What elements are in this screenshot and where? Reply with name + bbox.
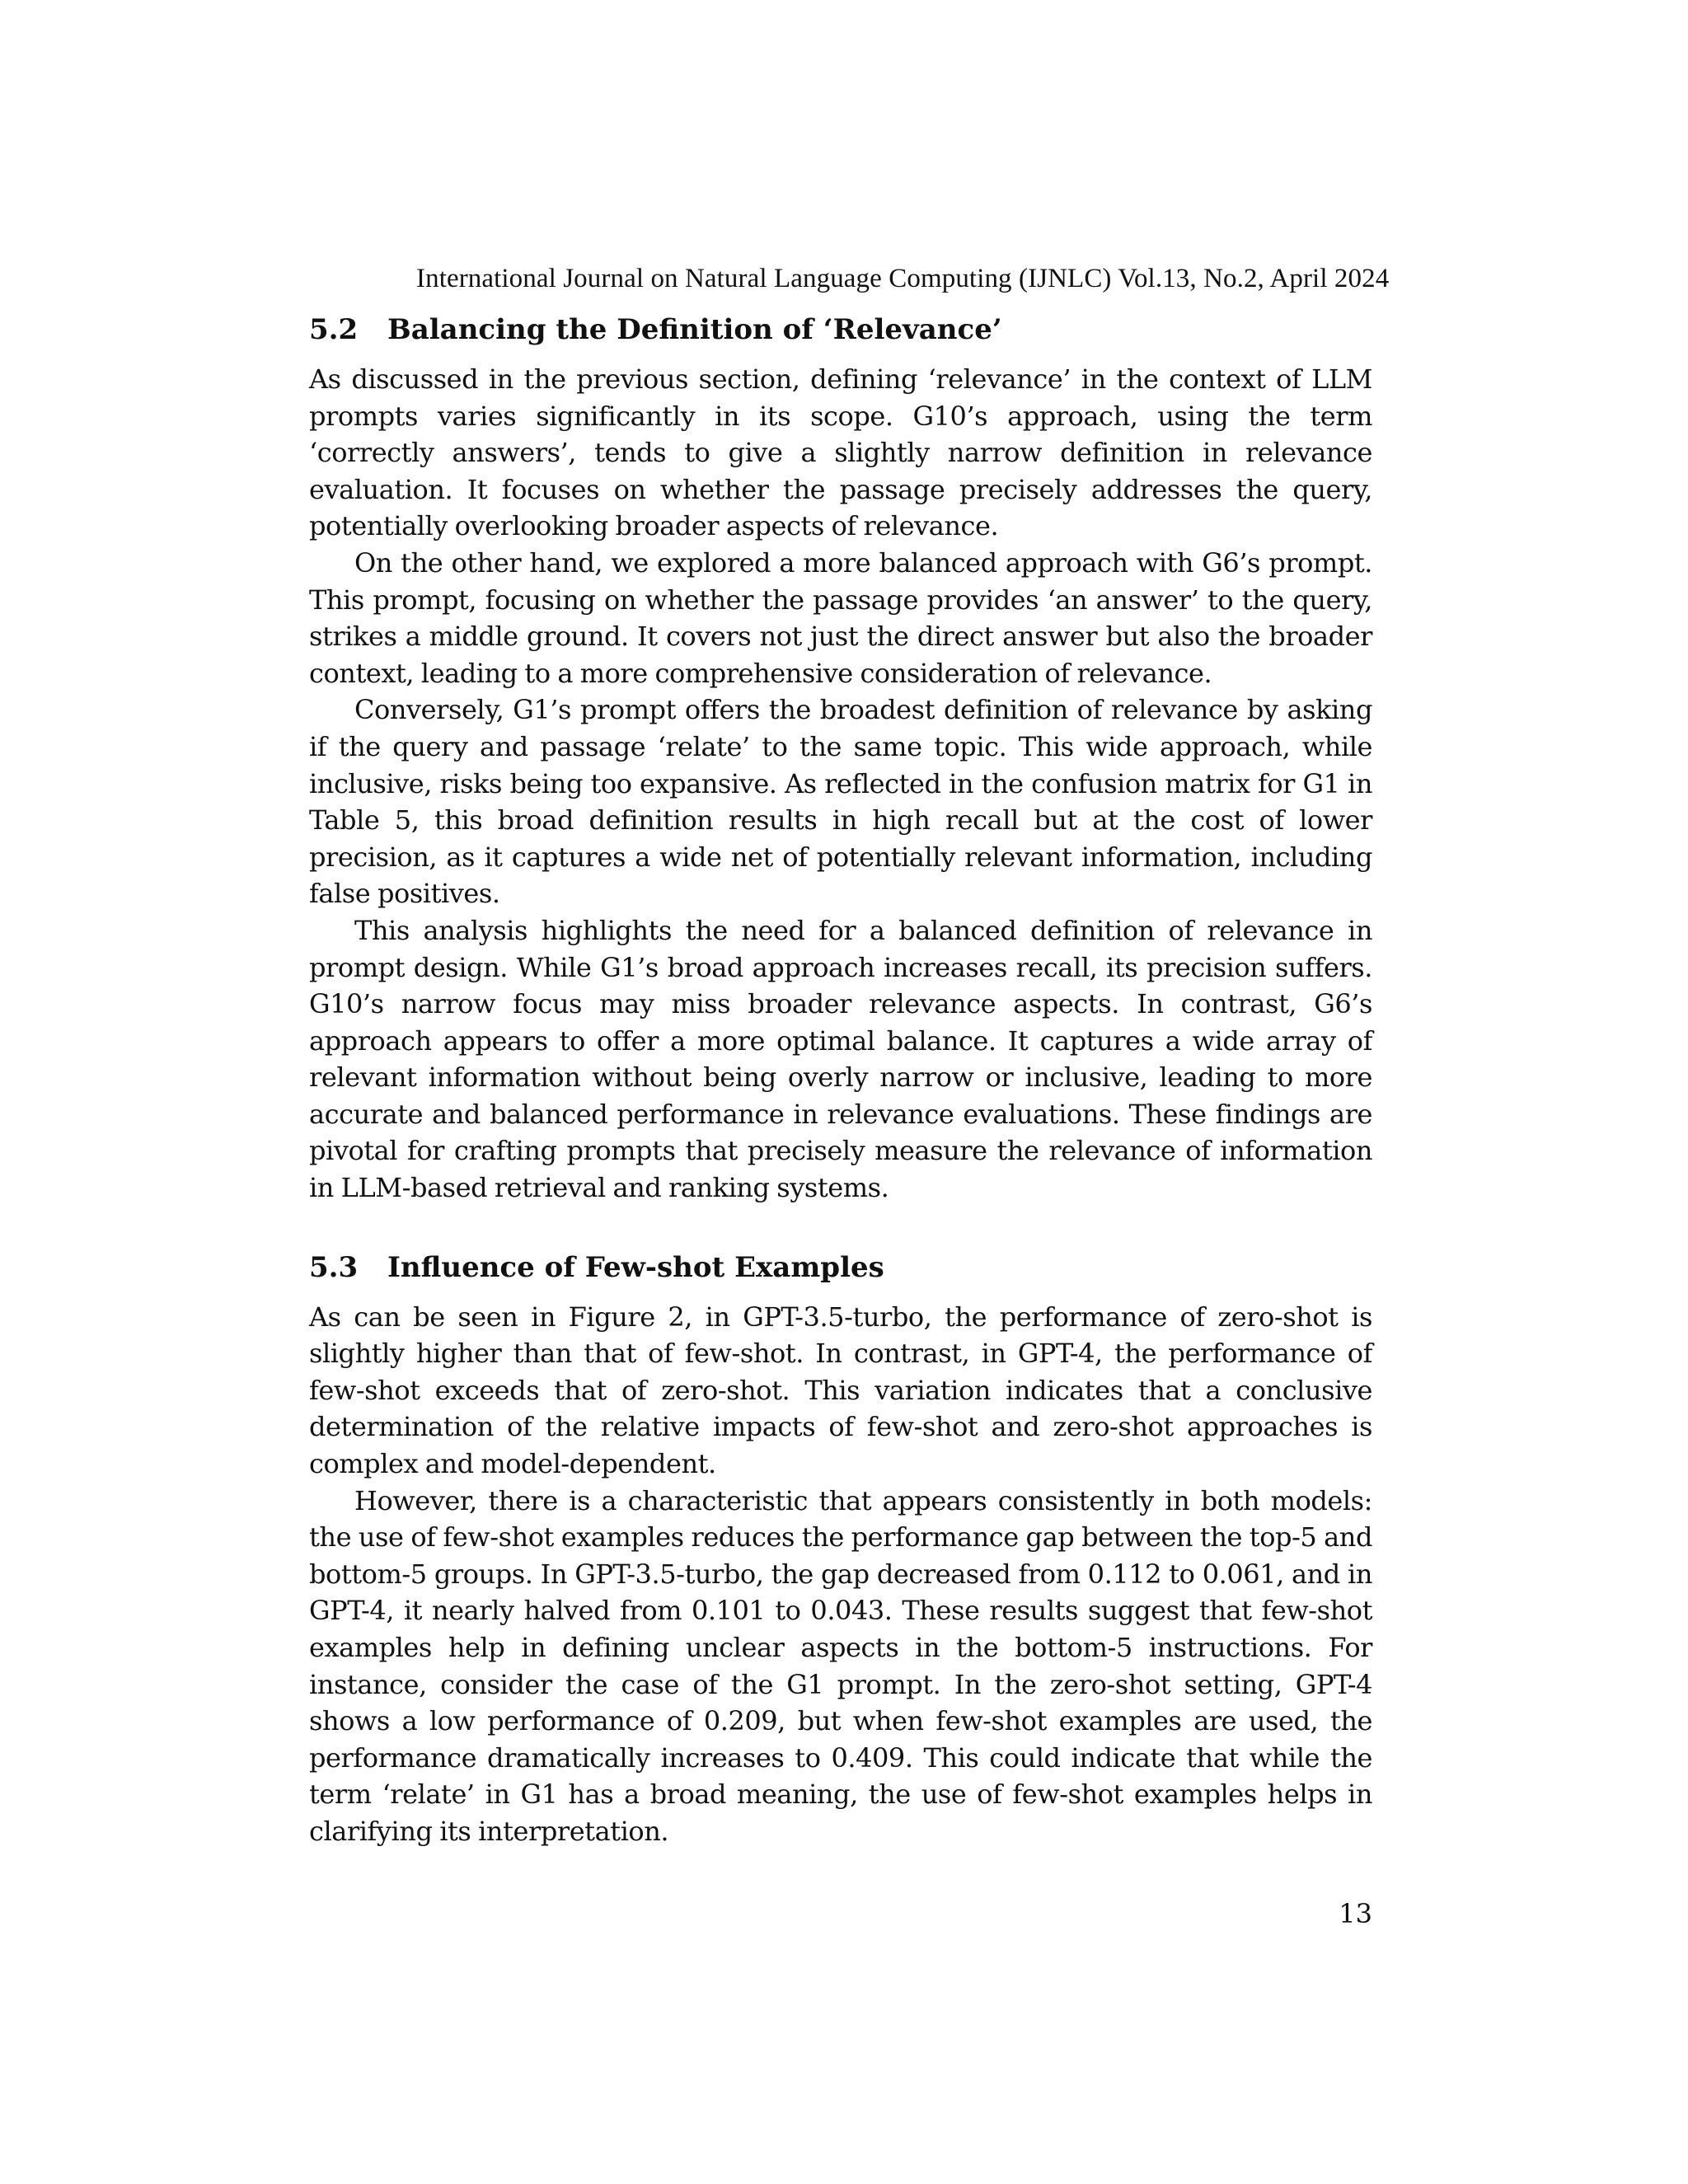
running-header: International Journal on Natural Language Computing (IJNLC) Vol.13, No.2, April 2024 [416,264,1390,293]
section-heading [309,1249,1372,1286]
section-5-2 [309,312,1372,1207]
section-5-3 [309,1249,1372,1850]
section-heading [309,312,1372,348]
paragraph: Conversely, G1’s prompt offers the broadest definition of relevance by asking if the query and passage ‘relate’ to the same topic. This wide approach, while inclusive, risks being too expansive. As reflected in the confusion matrix for G1 in Table 5, this broad definition results in high recall but at the cost of lower precision, as it captures a wide net of potentially relevant information, including false positives. [309,694,1372,910]
paragraph: On the other hand, we explored a more balanced approach with G6’s prompt. This prompt, focusing on whether the passage provides ‘an answer’ to the query, strikes a middle ground. It covers not just the direct answer but also the broader context, leading to a more comprehensive consideration of relevance. [309,546,1372,689]
paragraph: However, there is a characteristic that appears consistently in both models: the use of few-shot examples reduces the performance gap between the top-5 and bottom-5 groups. In GPT-3.5-turbo, the gap decreased from 0.112 to 0.061, and in GPT-4, it nearly halved from 0.101 to 0.043. These results suggest that few-shot examples help in defining unclear aspects in the bottom-5 instructions. For instance, consider the case of the G1 prompt. In the zero-shot setting, GPT-4 shows a low performance of 0.209, but when few-shot examples are used, the performance dramatically increases to 0.409. This could indicate that while the term ‘relate’ in G1 has a broad meaning, the use of few-shot examples helps in clarifying its interpretation. [309,1484,1372,1847]
section-title: Influence of Few-shot Examples [387,1250,884,1284]
paragraph: As can be seen in Figure 2, in GPT-3.5-turbo, the performance of zero-shot is slightly higher than that of few-shot. In contrast, in GPT-4, the performance of few-shot exceeds that of zero-shot. This variation indicates that a conclusive determination of the relative impacts of few-shot and zero-shot approaches is complex and model-dependent. [309,1301,1372,1480]
page-body [309,312,1372,1850]
section-number: 5.3 [309,1250,359,1284]
paragraph: This analysis highlights the need for a balanced definition of relevance in prompt design. While G1’s broad approach increases recall, its precision suffers. G10’s narrow focus may miss broader relevance aspects. In contrast, G6’s approach appears to offer a more optimal balance. It captures a wide array of relevant information without being overly narrow or inclusive, leading to more accurate and balanced performance in relevance evaluations. These findings are pivotal for crafting prompts that precisely measure the relevance of information in LLM-based retrieval and ranking systems. [309,914,1372,1204]
paragraph: As discussed in the previous section, defining ‘relevance’ in the context of LLM prompts varies significantly in its scope. G10’s approach, using the term ‘correctly answers’, tends to give a slightly narrow definition in relevance evaluation. It focuses on whether the passage precisely addresses the query, potentially overlooking broader aspects of relevance. [309,363,1372,542]
page-number: 13 [1339,1898,1372,1929]
section-number: 5.2 [309,313,359,346]
section-title: Balancing the Definition of ‘Relevance’ [387,313,1002,346]
